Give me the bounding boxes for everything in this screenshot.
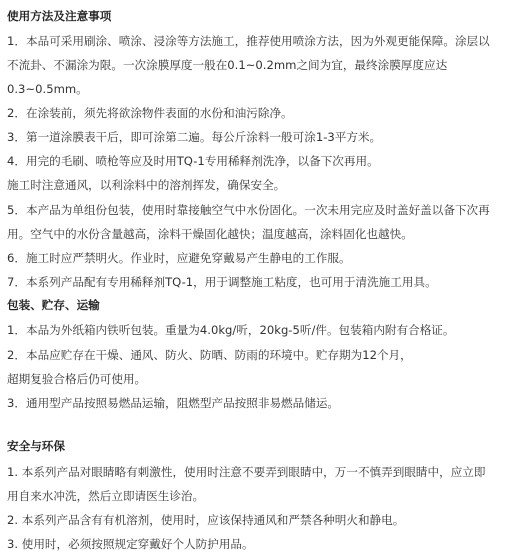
safety-line-2: 用自来水冲洗，然后立即请医生诊治。 xyxy=(7,489,205,503)
usage-line-1: 1．本品可采用刷涂、喷涂、浸涂等方法施工，推荐使用喷涂方法，因为外观更能保障。涂层以 xyxy=(7,34,490,48)
packaging-line-3: 超期复验合格后仍可使用。 xyxy=(7,372,147,386)
usage-line-4: 2．在涂装前，须先将欲涂物件表面的水份和油污除净。 xyxy=(7,106,293,120)
usage-line-3: 0.3~0.5mm。 xyxy=(7,82,88,96)
section-heading-packaging: 包装、贮存、运输 xyxy=(7,298,100,312)
usage-line-7: 施工时注意通风，以利涂料中的溶剂挥发，确保安全。 xyxy=(7,178,286,192)
usage-line-10: 6．施工时应严禁明火。作业时，应避免穿戴易产生静电的工作服。 xyxy=(7,251,351,265)
usage-line-11: 7．本系列产品配有专用稀释剂TQ-1，用于调整施工粘度，也可用于清洗施工用具。 xyxy=(7,275,437,289)
safety-line-3: 2. 本系列产品含有有机溶剂，使用时，应该保持通风和严禁各种明火和静电。 xyxy=(7,513,405,527)
usage-line-9: 用。空气中的水份含量越高，涂料干燥固化越快；温度越高，涂料固化也越快。 xyxy=(7,227,413,241)
safety-line-1: 1. 本系列产品对眼睛略有刺激性，使用时注意不要弄到眼睛中，万一不慎弄到眼睛中，应立即 xyxy=(7,465,486,479)
usage-line-2: 不流卦、不漏涂为限。一次涂膜厚度一般在0.1~0.2mm之间为宜，最终涂膜厚度应达 xyxy=(7,58,448,72)
packaging-line-4: 3．通用型产品按照易燃品运输，阻燃型产品按照非易燃品储运。 xyxy=(7,396,340,410)
section-heading-safety: 安全与环保 xyxy=(7,439,65,453)
section-heading-usage: 使用方法及注意事项 xyxy=(7,9,112,23)
packaging-line-2: 2．本品应贮存在干燥、通风、防火、防晒、防雨的环境中。贮存期为12个月， xyxy=(7,348,412,362)
usage-line-6: 4．用完的毛刷、喷枪等应及时用TQ-1专用稀释剂洗净，以备下次再用。 xyxy=(7,154,379,168)
safety-line-4: 3. 使用时，必须按照规定穿戴好个人防护用品。 xyxy=(7,537,254,551)
packaging-line-1: 1．本品为外纸箱内铁听包装。重量为4.0kg/听，20kg-5听/件。包装箱内附有合格证。 xyxy=(7,323,455,337)
usage-line-5: 3．第一道涂膜表干后，即可涂第二遍。每公斤涂料一般可涂1-3平方米。 xyxy=(7,130,382,144)
usage-line-8: 5．本产品为单组份包装，使用时靠接触空气中水份固化。一次未用完应及时盖好盖以备下次再 xyxy=(7,203,490,217)
